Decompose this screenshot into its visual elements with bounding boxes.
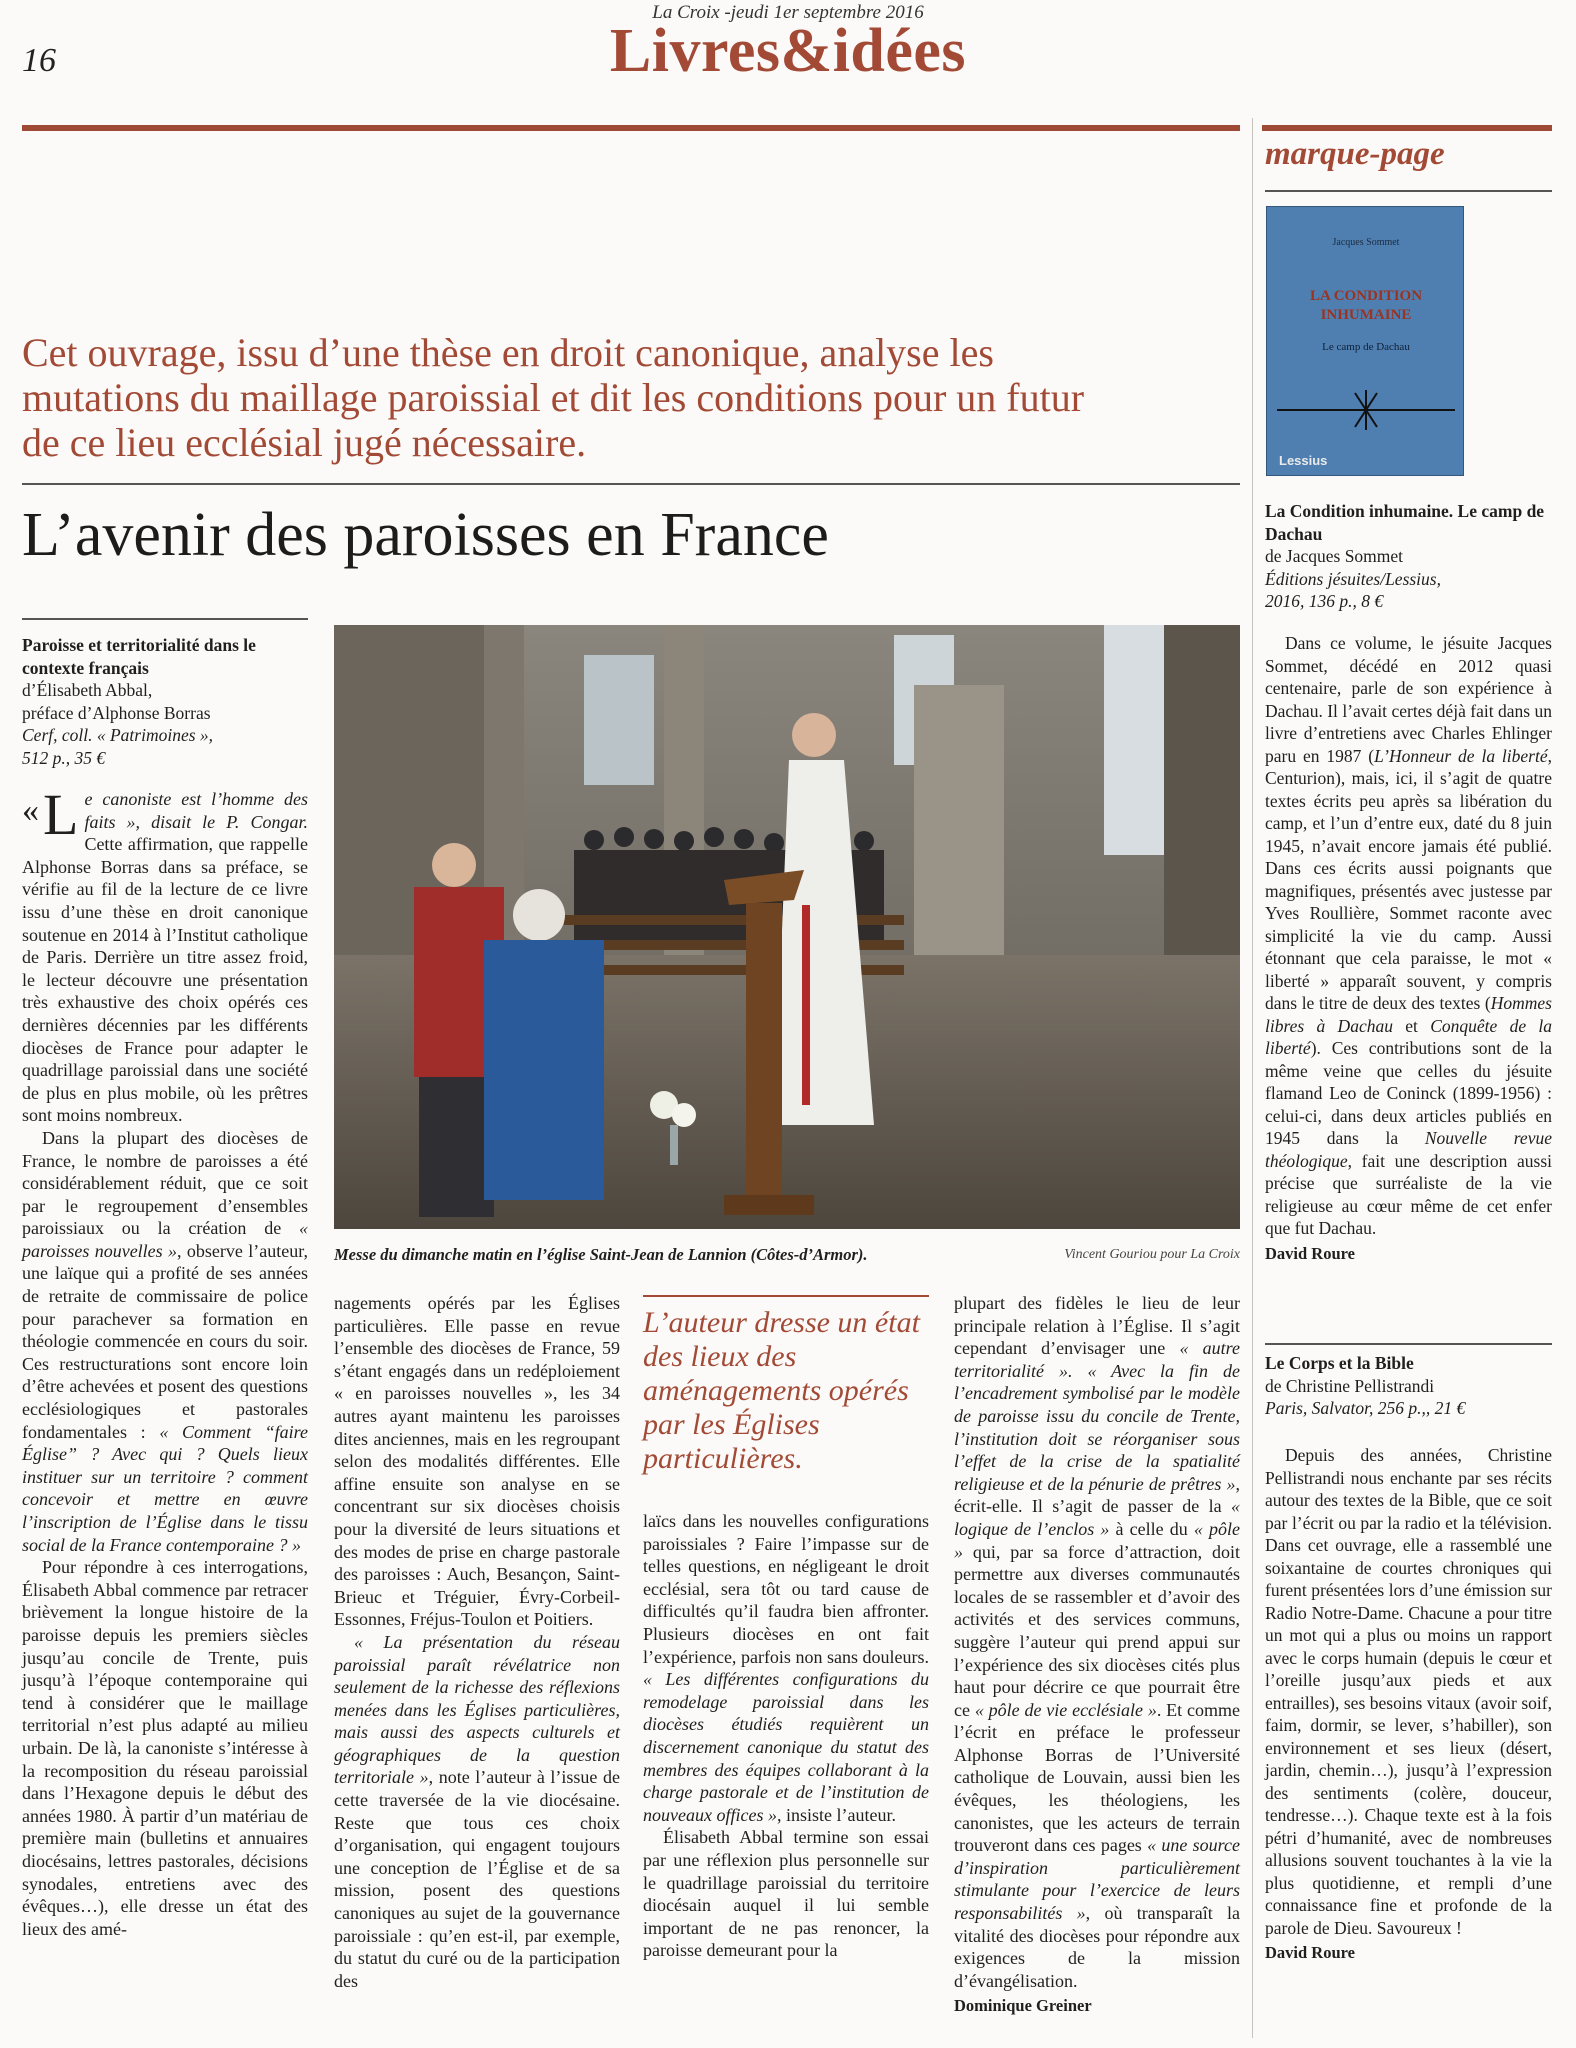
book-publisher: Cerf, coll. « Patrimoines », [22,725,214,745]
text-run: ). Ces contributions sont de la même veine que celles du jésuite flamand Leo de Coninck (1899-1956) : celui-ci, dans deux articles publiés en 1945 dans la [1265,1038,1552,1148]
text-run: laïcs dans les nouvelles configurations paroissiales ? Faire l’impasse sur de telles questions, en négligeant le droit ecclésial, sera tôt ou tard cause de difficultés qu’il faudra bien affronter. Plusieurs diocèses en ont fait l’expérience, parfois non sans douleurs. [643,1511,929,1667]
sidebar-book-2-title: Le Corps et la Bible [1265,1353,1414,1373]
text-run: , observe l’auteur, une laïque qui a profité de ses années de retraite de commissaire de police pour parachever sa formation en théologie commencée en cours du soir. Ces restructurations sont encore loin d’être achevées et posent des questions ecclésiologiques et pastorales fondamentales : [22,1240,308,1442]
paragraph: Élisabeth Abbal termine son essai par une réflexion plus personnelle sur le quadrillage paroissial du territoire diocésain auquel il lui semble important de ne pas renoncer, la paroisse demeurant pour la [643,1827,929,1961]
cover-publisher: Lessius [1279,453,1328,468]
sidebar-review-2-signature: David Roure [1265,1943,1355,1962]
barbed-wire-icon [1277,385,1455,435]
quote-run: « pôle de vie ecclésiale » [974,1699,1157,1720]
photo-caption [334,1245,1240,1265]
text-run: Dans ce volume, le jésuite Jacques Sommet, décédé en 2012 quasi centenaire, parle de son expérience à Dachau. Il l’avait certes déjà fait dans un livre d’entretiens avec Charles Ehlinger paru en 1987 ( [1265,633,1552,766]
church-photo-illustration [334,625,1240,1229]
cover-subtitle: Le camp de Dachau [1322,341,1410,353]
quote-run: « La présentation du réseau paroissial paraît révélatrice non seulement de la richesse des réflexions menées dans les Églises particulières, mais aussi des aspects culturels et géographiques de la question territoriale » [334,1631,620,1788]
quote-run: « une source d’inspiration particulièrement stimulante pour l’exercice de leurs responsabilités » [954,1835,1240,1924]
pullquote: L’auteur dresse un état des lieux des aménagements opérés par les Églises particulières. [643,1306,920,1475]
dateline: La Croix -jeudi 1er septembre 2016 [652,2,924,23]
pullquote-rule [643,1295,929,1297]
sidebar-review-1-signature: David Roure [1265,1243,1355,1263]
article-column-1 [22,782,308,1940]
book-title: Paroisse et territorialité dans le contexte français [22,635,256,678]
sidebar-book-2-details: Paris, Salvator, 256 p.,, 21 € [1265,1398,1466,1418]
lead-rest: Cette affirmation, que rappelle Alphonse Borras dans sa préface, se vérifie au fil de la lecture de ce livre issu d’une thèse en droit canonique soutenue en 2014 à l’Institut catholique de Paris. Derrière un titre assez froid, le lecteur découvre une présentation très exhaustive des choix opérés ces dernières décennies par les différents diocèses de France pour adapter le quadrillage paroissial dans une société de plus en plus mobile, où les prêtres sont moins nombreux. [22,834,308,1126]
text-run: , insiste l’auteur. [776,1804,896,1825]
cover-title: LA CONDITION INHUMAINE [1309,288,1423,323]
quote-run: « logique de l’enclos » [954,1496,1240,1539]
book-preface: préface d’Alphonse Borras [22,702,211,723]
title-run: Conquête de la liberté [1265,1015,1552,1058]
paragraph [954,1292,1240,1992]
text-run: , Centurion), mais, ici, il s’agit de quatre textes écrits peu après sa libération du camp, et l’un d’entre eux, daté du 8 juin 1945, n’avait encore jamais été publié. Dans ces écrits aussi poignants que magnifiques, présentés avec justesse par Yves Roullière, Sommet raconte avec simplicité la vie du camp. Aussi étonnant que cela paraisse, le mot « liberté » apparaît souvent, y compris dans le titre de deux des textes ( [1265,745,1552,1013]
sidebar-review-1 [1265,632,1552,1265]
paragraph [643,1510,929,1826]
paragraph [1265,632,1552,1240]
title-run: L’Honneur de la liberté [1374,745,1548,766]
deck-rule [22,483,1240,485]
text-run: , où transparaît la vitalité des diocèses pour répondre aux exigences de la mission d’évangélisation. [954,1903,1240,1991]
article-column-3 [643,1510,929,1962]
sidebar-book-2 [1265,1352,1552,1420]
text-run: , écrit-elle. Il s’agit de passer de la [954,1473,1240,1517]
photo-credit: Vincent Gouriou pour La Croix [1064,1247,1240,1262]
paragraph: nagements opérés par les Églises particulières. Elle passe en revue l’ensemble des diocèses de France, 59 s’étant engagés dans un redéploiement « en paroisses nouvelles », les 34 autres ayant maintenu les paroisses dites anciennes, mais en les regroupant selon des modalités différentes. Elle affine ensuite son analyse en se concentrant sur six diocèses choisis pour la diversité de leurs situations et des modes de prise en charge pastorale des paroisses : Auch, Besançon, Saint-Brieuc et Tréguier, Évry-Corbeil-Essonnes, Fréjus-Toulon et Poitiers. [334,1293,620,1630]
book-info-rule [22,618,308,620]
article-deck: Cet ouvrage, issu d’une thèse en droit canonique, analyse les mutations du maillage paroissial et dit les conditions pour un futur de ce lieu ecclésial jugé nécessaire. [22,330,1085,465]
paragraph: Pour répondre à ces interrogations, Élisabeth Abbal commence par retracer brièvement la longue histoire de la paroisse depuis les premiers siècles jusqu’au concile de Trente, puis jusqu’à l’époque contemporaine qui tend à considérer que le maillage territorial n’est plus adapté au milieu urbain. De là, la canoniste s’intéresse à la recomposition du réseau paroissial dans l’Hexagone depuis le début des années 1980. À partir d’un matériau de première main (bulletins et annuaires diocésains, lettres pastorales, décisions synodales, entretiens avec des évêques…), elle dresse un état des lieux des amé- [22,1557,308,1939]
quote-run: « pôle » [954,1518,1240,1562]
lead-quote: e canoniste est l’homme des faits », disait le P. Congar. [84,789,308,832]
photo-caption-text: Messe du dimanche matin en l’église Saint-Jean de Lannion (Côtes-d’Armor). [334,1245,868,1264]
text-run: . Et comme l’écrit en préface le professeur Alphonse Borras de l’Université catholique de Louvain, aussi bien les évêques, les théologiens, les canonistes, que les acteurs de terrain trouveront dans ces pages [954,1699,1240,1856]
sidebar-book-1-author: de Jacques Sommet [1265,546,1404,566]
book-info [22,634,308,769]
title-run: Nouvelle revue théologique [1265,1128,1552,1171]
article-headline: L’avenir des paroisses en France [22,501,829,569]
cover-author: Jacques Sommet [1332,237,1400,248]
text-run: et [1392,1015,1431,1036]
sidebar-book-1-title: La Condition inhumaine. Le camp de Dachau [1265,501,1545,544]
paragraph: Depuis des années, Christine Pellistrandi nous enchante par ses récits autour des textes de la Bible, que ce soit par l’écrit ou par la radio et la télévision. Dans cet ouvrage, elle a rassemblé une soixantaine de courtes chroniques qui furent présentées lors d’une émission sur Radio Notre-Dame. Chacune a pour titre un mot qui a plus ou moins un rapport avec le corps humain (depuis le cœur et l’oreille jusqu’aux pieds et aux entrailles), ses besoins vitaux (avoir soif, faim, dormir, se lever, s’habiller), son environnement et ses lieux (désert, jardin, chemin…), jusqu’à l’expression des sentiments (colère, douceur, tendresse…). Chaque texte est à la fois pétri d’humanité, avec de nombreuses allusions souvent touchantes à la vie la plus quotidienne, et rempli d’une connaissance fine et profonde de la parole de Dieu. Savoureux ! [1265,1445,1552,1938]
text-run: à celle du [1109,1518,1194,1539]
column-divider [1252,118,1253,2038]
church-photo [334,625,1240,1229]
book-details: 512 p., 35 € [22,747,106,768]
article-column-4 [954,1292,1240,2018]
article-column-2 [334,1292,620,1992]
sidebar-book-1-publisher: Éditions jésuites/Lessius, [1265,568,1441,589]
sidebar-book-1 [1265,500,1552,613]
sidebar-book-2-author: de Christine Pellistrandi [1265,1375,1435,1396]
book-cover [1266,206,1464,476]
sidebar-divider [1265,1343,1552,1345]
lead-paragraph [22,782,308,1127]
text-run: Dans la plupart des diocèses de France, le nombre de paroisses a été considérablement réduit, que ce soit par le regroupement d’ensembles paroissiaux ou la création de [22,1127,308,1239]
quote-run: « Les différentes configurations du remodelage paroissial dans les diocèses étudiés requièrent un discernement canonique du statut des membres des équipes collaborant à la charge pastorale et de l’institution de nouveaux offices » [643,1669,929,1825]
book-author: d’Élisabeth Abbal, [22,680,153,700]
sidebar-review-2 [1265,1444,1552,1965]
sidebar-label: marque-page [1265,136,1445,172]
sidebar-header-rule [1262,125,1552,131]
text-run: qui, par sa force d’attraction, doit permettre aux diverses communautés locales de se rassembler et d’avoir des activités et des services communs, suggère l’auteur qui prend appui sur l’expérience des six diocèses cités plus haut pour décrire ce que pourrait être ce [954,1541,1240,1720]
header-rule [22,125,1240,131]
sidebar-rule [1265,190,1552,192]
title-run: Hommes libres à Dachau [1265,993,1552,1036]
drop-cap: L [43,782,79,847]
quote-run: « Comment “faire Église” ? Avec qui ? Quels lieux instituer sur un territoire ? comment concevoir et mettre en œuvre l’inscription de l’Église dans le tissu social de la France contemporaine ? » [22,1421,308,1555]
open-quote: « [22,792,39,829]
paragraph [22,1127,308,1556]
quote-run: « autre territorialité ». « Avec la fin de l’encadrement symbolisé par le modèle de paroisse issu du concile de Trente, l’institution doit se réorganiser sous l’effet de la crise de la spatialité religieuse et de la pénurie de prêtres » [954,1338,1240,1494]
text-run: , fait une description aussi précise que surréaliste de la vie religieuse au cœur même de cet enfer que fut Dachau. [1265,1150,1552,1238]
page-number: 16 [22,42,56,79]
sidebar-book-1-details: 2016, 136 p., 8 € [1265,591,1384,611]
quote-run: « paroisses nouvelles » [22,1218,308,1261]
section-title: Livres&idées [609,17,967,85]
text-run: , note l’auteur à l’issue de cette traversée de la vie diocésaine. Reste que tous ces choix d’organisation, qui engagent toujours une conception de l’Église et de sa mission, posent des questions canoniques au sujet de la gouvernance paroissiale : qu’en est-il, par exemple, du statut du curé ou de la participation des [334,1767,620,1991]
paragraph [334,1631,620,1993]
text-run: plupart des fidèles le lieu de leur principale relation à l’Église. Il s’agit cependant d’envisager une [954,1293,1240,1359]
article-signature: Dominique Greiner [954,1996,1092,2016]
